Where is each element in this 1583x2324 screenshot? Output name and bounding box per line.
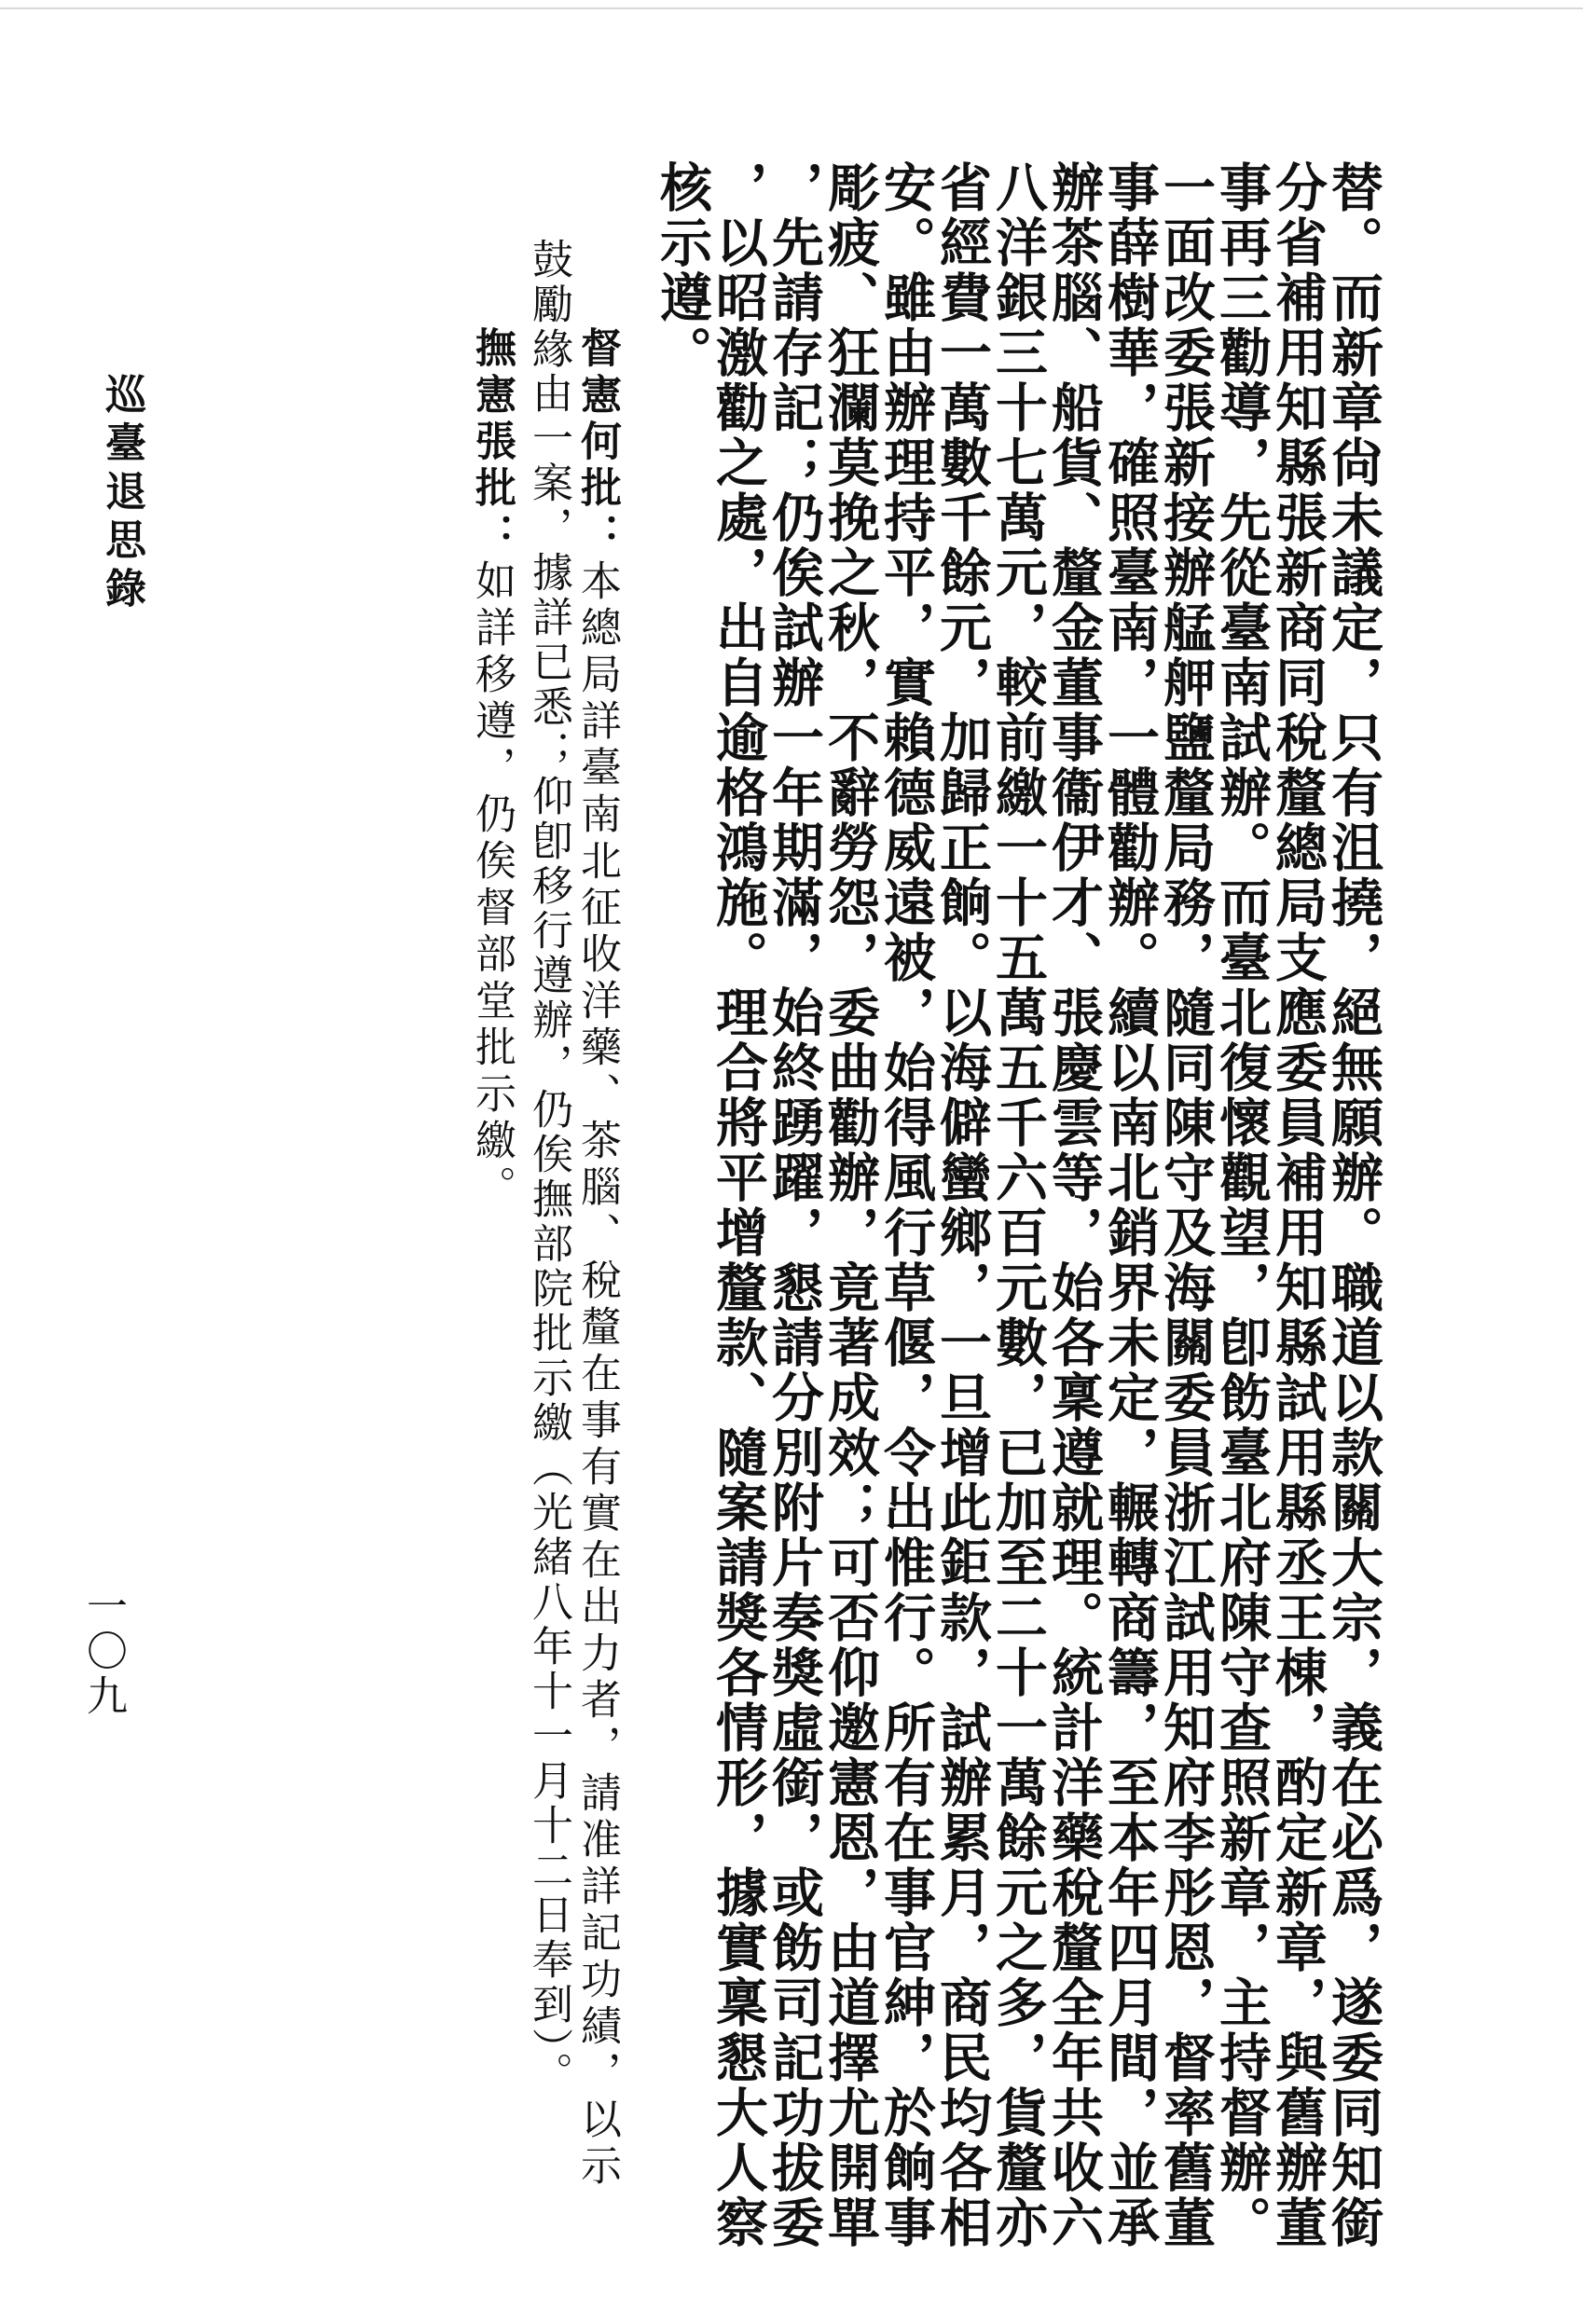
- page-fold-line: [0, 7, 1583, 9]
- body-column-6: 辦茶腦、船貨、釐金董事衞伊才、張慶雲等，始各稟遵就理。統計洋藥稅釐全年共收六: [1043, 160, 1105, 2250]
- body-column-7: 八洋銀三十七萬元，較前繳一十五萬五千六百元數，已加至二十一萬餘元之多，貨釐亦: [987, 160, 1049, 2250]
- governor-reply: [468, 326, 516, 1212]
- body-column-8: 省經費一萬數千餘元，加歸正餉。以海僻蠻鄉，一旦增此鉅款，試辦累月，商民均各相: [931, 160, 993, 2250]
- page-number: 一〇九: [79, 1585, 127, 1719]
- governor-general-reply-line1: 本總局詳臺南北征收洋藥、茶腦、稅釐在事有實在出力者，請准詳記功績，以示: [573, 559, 621, 2191]
- body-column-4: 一面改委張新接辦艋舺鹽釐局務，隨同陳守及海關委員浙江試用知府李彤恩，督率舊董: [1155, 160, 1217, 2250]
- body-column-12: ，以昭激勸之處，出自逾格鴻施。理合將平增釐款、隨案請獎各情形，據實稟懇大人察: [708, 160, 769, 2250]
- body-column-2: 分省補用知縣張新商同稅釐總局支應委員補用知縣試用縣丞王棟，酌定新章，與舊辦董: [1267, 160, 1328, 2250]
- body-column-3: 事再三勸導，先從臺南試辦。而臺北復懷觀望，卽飭臺北府陳守查照新章，主持督辦。: [1211, 160, 1273, 2250]
- governor-general-reply-label: 督憲何批：: [573, 326, 621, 559]
- body-column-10: 彫疲、狂瀾莫挽之秋，不辭勞怨，委曲勸辦，竟著成效；可否仰邀憲恩，由道擇尤開單: [819, 160, 881, 2250]
- running-title: 巡臺退思錄: [98, 373, 145, 615]
- body-column-9: 安。雖由辦理持平，實賴德威遠被，始得風行草偃，令出惟行。所有在事官紳，於餉事: [875, 160, 937, 2250]
- body-column-5: 事薛樹華，確照臺南，一體勸辦。續以南北銷界未定，輾轉商籌，至本年四月間，並承: [1099, 160, 1161, 2250]
- governor-reply-label: 撫憲張批：: [468, 326, 516, 559]
- governor-general-reply: [573, 326, 621, 2191]
- body-column-11: ，先請存記；仍俟試辦一年期滿，始終踴躍，懇請分別附片奏獎虛銜，或飭司記功拔委: [764, 160, 825, 2250]
- body-column-13: 核示遵。: [652, 160, 713, 380]
- body-column-1: 替。而新章尙未議定，只有沮撓，絕無願辦。職道以款關大宗，義在必爲，遂委同知銜: [1323, 160, 1384, 2250]
- governor-general-reply-continuation: 鼓勵緣由一案，據詳已悉；仰卽移行遵辦，仍俟撫部院批示繳（光緒八年十一月十二日奉到）。: [525, 238, 572, 2097]
- governor-reply-text: 如詳移遵，仍俟督部堂批示繳。: [468, 559, 516, 1212]
